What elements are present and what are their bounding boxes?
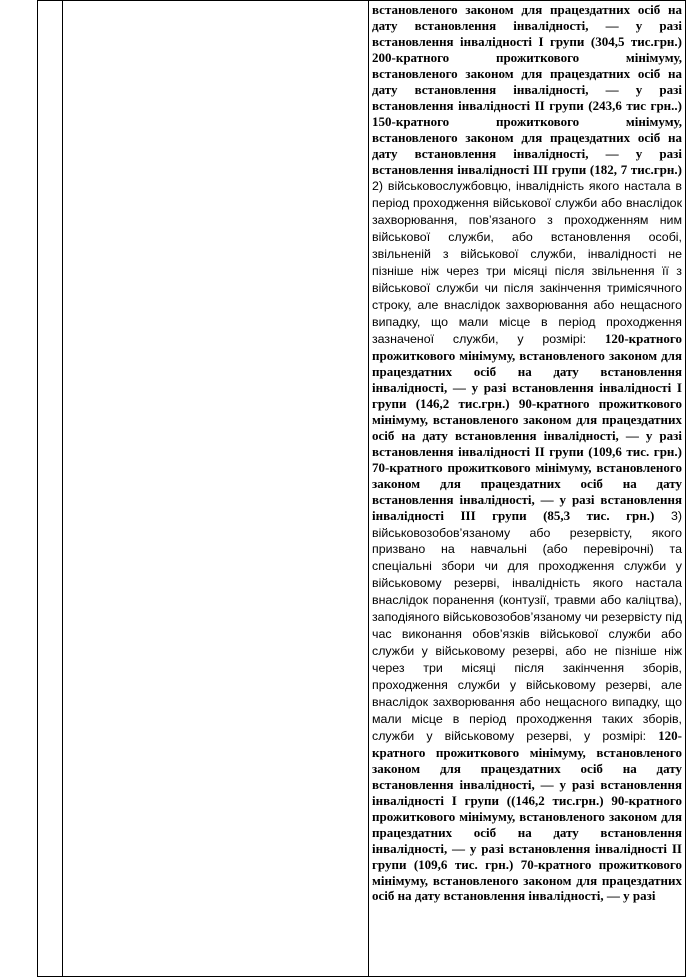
text-segment-regular: 3) військовозобов’язаному або резервісту, якого призвано на навчальні (або перевірочні) та спеціальні збори чи для проходження служби у військовому резерві, інвалідність якого настала внаслідок поранення (контузії, травми або каліцтва), заподіяного військовозобов’язаному чи резервісту під час виконання обов’язків військової служби або служби у військовому резерві, або не пізніше ніж через три місяці після закінчення зборів, проходження служби у військовому резерві, але внаслідок захворювання або нещасного випадку, що мали місце в період проходження таких зборів, служби у військовому резерві, у розмірі: (372, 508, 682, 743)
table-cell-current-text (63, 1, 369, 977)
table-row (38, 1, 686, 977)
text-segment-bold: 120-кратного прожиткового мінімуму, встановленого законом для працездатних осіб на дату встановлення інвалідності, — у разі встановлення інвалідності I групи (146,2 тис.грн.) 90-кратного прожиткового мінімуму, встановленого законом для працездатних осіб на дату встановлення інвалідності, — у разі встановлення інвалідності II групи (109,6 тис. грн.) 70-кратного прожиткового мінімуму, встановленого законом для працездатних осіб на дату встановлення інвалідності, — у разі встановлення інвалідності III групи (85,3 тис. грн.) (372, 331, 682, 523)
text-segment-bold: встановленого законом для працездатних осіб на дату встановлення інвалідності, — у разі встановлення інвалідності I групи (304,5 тис.грн.) 200-кратного прожиткового мінімуму, встановленого законом для працездатних осіб на дату встановлення інвалідності, — у разі встановлення інвалідності II групи (243,6 тис грн..) 150-кратного прожиткового мінімуму, встановленого законом для працездатних осіб на дату встановлення інвалідності, — у разі встановлення інвалідності III групи (182, 7 тис.грн.) (372, 2, 682, 177)
table-cell-number (38, 1, 63, 977)
proposed-text-paragraph (369, 1, 685, 904)
text-segment-regular: 2) військовослужбовцю, інвалідність якого настала в період проходження військової служби або внаслідок захворювання, пов’язаного з проходженням ним військової служби, або встановлення особі, звільненій з військової служби, інвалідності не пізніше ніж через три місяці після звільнення її з військової служби чи після закінчення тримісячного строку, але внаслідок захворювання або нещасного випадку, що мали місце в період проходження зазначеної служби, у розмірі: (372, 179, 682, 347)
text-segment-bold: 120-кратного прожиткового мінімуму, встановленого законом для працездатних осіб на дату встановлення інвалідності, — у разі встановлення інвалідності I групи ((146,2 тис.грн.) 90-кратного прожиткового мінімуму, встановленого законом для працездатних осіб на дату встановлення інвалідності, — у разі встановлення інвалідності II групи (109,6 тис. грн.) 70-кратного прожиткового мінімуму, встановленого законом для працездатних осіб на дату встановлення інвалідності, — у разі (372, 727, 682, 904)
document-table (37, 0, 686, 977)
table-cell-proposed-text (369, 1, 686, 977)
